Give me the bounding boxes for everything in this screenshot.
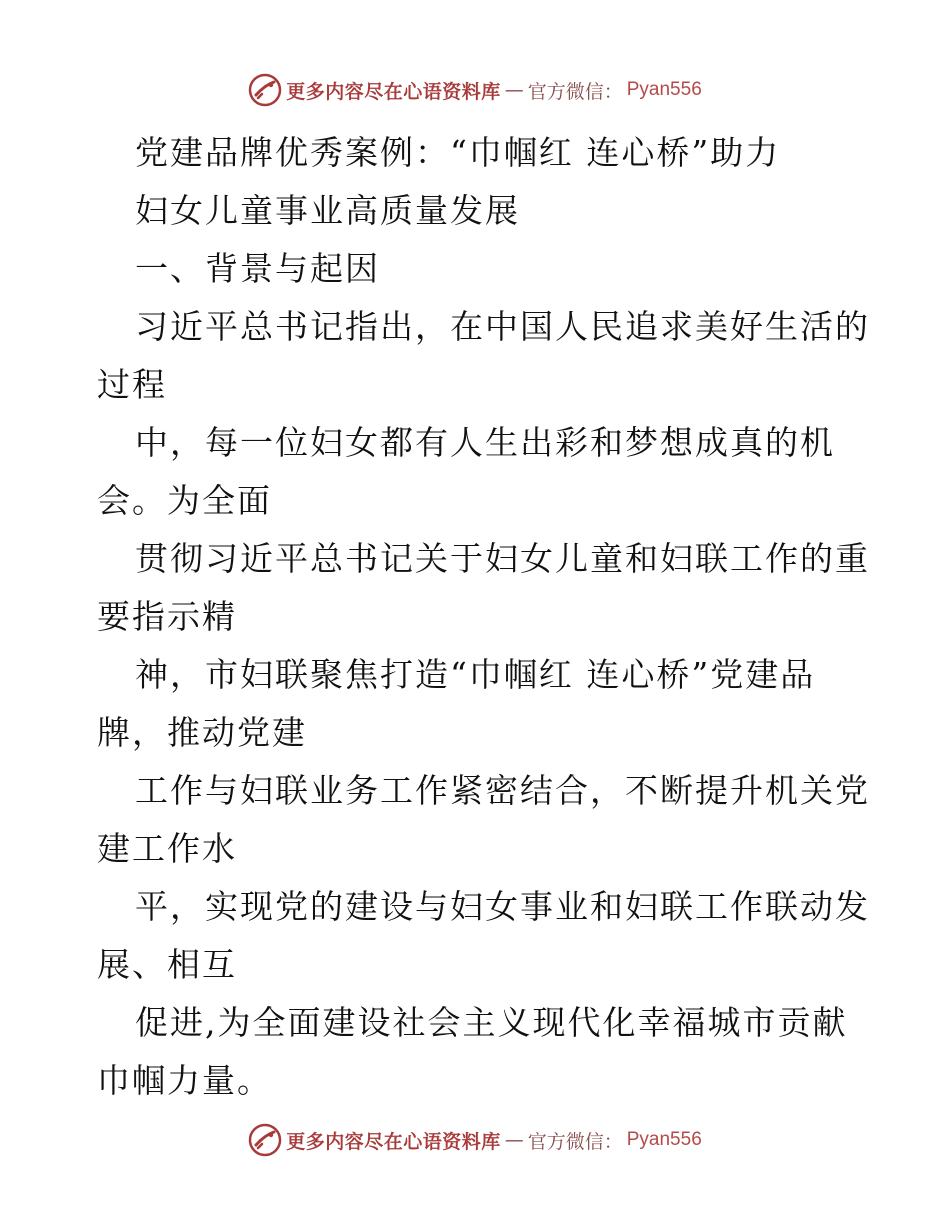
footer-banner bbox=[0, 1120, 950, 1160]
document-body bbox=[97, 124, 870, 1110]
document-title-line-2: 妇女儿童事业高质量发展 bbox=[135, 191, 520, 230]
paragraph-line: 过程 bbox=[97, 365, 167, 404]
banner-wechat-label: 官方微信： bbox=[527, 1130, 623, 1153]
banner-dash: — bbox=[504, 1129, 524, 1151]
header-banner bbox=[0, 70, 950, 110]
banner-content bbox=[248, 1123, 702, 1157]
paragraph-line: 习近平总书记指出，在中国人民追求美好生活的 bbox=[135, 307, 870, 346]
banner-wechat-id: Pyan556 bbox=[626, 79, 702, 100]
paragraph-line: 贯彻习近平总书记关于妇女儿童和妇联工作的重 bbox=[135, 539, 870, 578]
paragraph-line: 要指示精 bbox=[97, 597, 237, 636]
paragraph-line: 牌，推动党建 bbox=[97, 713, 307, 752]
book-pen-icon bbox=[248, 1123, 282, 1157]
paragraph-line: 促进,为全面建设社会主义现代化幸福城市贡献 bbox=[135, 1003, 848, 1042]
paragraph-line: 会。为全面 bbox=[97, 481, 272, 520]
banner-main-text: 更多内容尽在心语资料库 bbox=[286, 1130, 501, 1153]
banner-wechat-id: Pyan556 bbox=[626, 1129, 702, 1150]
section-heading: 一、背景与起因 bbox=[135, 249, 380, 288]
paragraph-line: 建工作水 bbox=[97, 829, 237, 868]
paragraph-line: 工作与妇联业务工作紧密结合，不断提升机关党 bbox=[135, 771, 870, 810]
paragraph-line: 展、相互 bbox=[97, 945, 237, 984]
banner-content bbox=[248, 73, 702, 107]
paragraph-line: 中，每一位妇女都有人生出彩和梦想成真的机 bbox=[135, 423, 835, 462]
paragraph-line: 神，市妇联聚焦打造“巾帼红 连心桥”党建品 bbox=[135, 655, 816, 694]
banner-wechat-label: 官方微信： bbox=[527, 80, 623, 103]
book-pen-icon bbox=[248, 73, 282, 107]
paragraph-line: 平，实现党的建设与妇女事业和妇联工作联动发 bbox=[135, 887, 870, 926]
document-title-line-1: 党建品牌优秀案例：“巾帼红 连心桥”助力 bbox=[135, 133, 781, 172]
banner-main-text: 更多内容尽在心语资料库 bbox=[286, 80, 501, 103]
paragraph-line: 巾帼力量。 bbox=[97, 1061, 272, 1100]
banner-dash: — bbox=[504, 79, 524, 101]
